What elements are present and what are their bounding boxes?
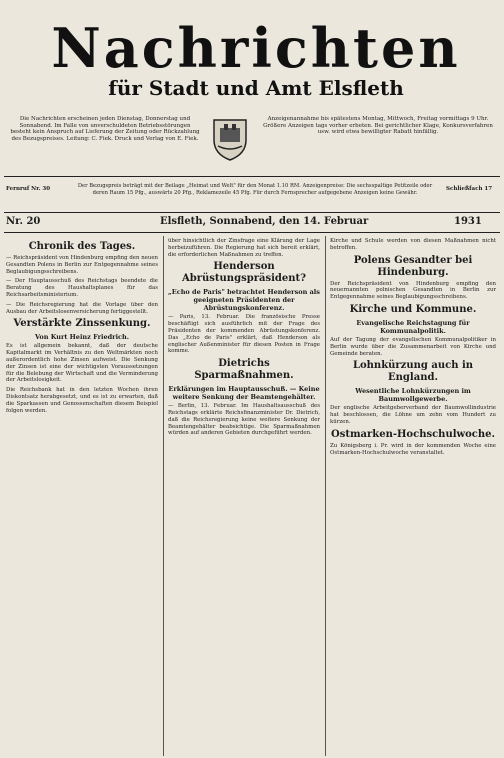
header-rule (4, 176, 500, 177)
article-heading: Polens Gesandter bei Hindenburg. (353, 254, 473, 278)
issue-number: Nr. 20 (6, 216, 41, 227)
header-publication-info: Die Nachrichten erscheinen jeden Dienstag, Donnerstag und Sonnabend. Im Falle von unverschuldeten Betriebsstörungen besteht kein Anspruch auf Lieferung der Zeitung oder Rückzahlung des Bezugspreises. Leitung: C. Fiek. Druck und Verlag von E. Fiek. (10, 116, 200, 142)
masthead (8, 18, 504, 100)
article-heading: Lohnkürzung auch in England. (352, 360, 474, 384)
column-2 (168, 238, 320, 440)
place-date: Elsfleth, Sonnabend, den 14. Februar (160, 216, 369, 227)
issue-year: 1931 (454, 216, 482, 227)
article-text: — Der Hauptausschuß des Reichstags beendete die Beratung des Haushaltsplanes für das Reichsarbeitsministerium. (6, 278, 158, 298)
article-text: Die Reichsbank hat in den letzten Wochen ihren Diskontsatz herabgesetzt, und es ist zu erwarten, daß die Sparkassen und Genossenschaften diesem Beispiel folgen werden. (6, 387, 158, 414)
article-lead: Wesentliche Lohnkürzungen im Baumwollgewerbe. (355, 387, 471, 404)
dateline-rule-top (4, 212, 500, 213)
article-lead: Evangelische Reichstagung für Kommunalpolitik. (356, 318, 470, 335)
article-text: Kirche und Schule werden von diesen Maßnahmen nicht betroffen. (330, 238, 496, 251)
article-text: Es ist allgemein bekannt, daß der deutsche Kapitalmarkt im Verhältnis zu den Weltmärkten noch außerordentlich hohe Zinsen aufweist. Die Senkung der Zinsen ist eine der wichtigsten Voraussetzungen für die Belebung der Wirtschaft und die Verminderung der Arbeitslosigkeit. (6, 343, 158, 384)
article-heading: Dietrichs Sparmaßnahmen. (194, 358, 294, 382)
article-byline: Von Kurt Heinz Friedrich. (34, 333, 130, 342)
masthead-subtitle: für Stadt und Amt Elsfleth (108, 76, 404, 100)
article-text: Der Reichspräsident von Hindenburg empfing den neuernannten polnischen Gesandten in Berlin zur Entgegennahme seines Beglaubigungsschreibens. (330, 280, 496, 301)
dateline-rule-bottom (4, 232, 500, 233)
article-lead: „Echo de Paris" betrachtet Henderson als geeigneten Präsidenten der Abrüstungskonferenz. (168, 288, 320, 313)
column-divider (325, 236, 326, 756)
masthead-title: Nachrichten (51, 16, 461, 80)
column-1 (6, 238, 158, 417)
postfach: Schließfach 17 (446, 186, 493, 192)
article-text: Auf der Tagung der evangelischen Kommunalpolitiker in Berlin wurde über die Zusammenarbeit von Kirche und Gemeinde beraten. (330, 336, 496, 357)
article-heading: Ostmarken-Hochschulwoche. (330, 428, 496, 440)
article-text: — Paris, 13. Februar. Die französische Presse beschäftigt sich ausführlich mit der Frage des Präsidenten der kommenden Abrüstungskonferenz. Das „Echo de Paris" erklärt, daß Henderson als englischer Außenminister für diesen Posten in Frage komme. (168, 314, 320, 355)
article-heading: Verstärkte Zinssenkung. (13, 318, 151, 330)
dateline (0, 216, 504, 232)
article-heading: Kirche und Kommune. (349, 303, 477, 315)
phone-number: Fernruf Nr. 30 (6, 186, 51, 192)
article-lead: Erklärungen im Hauptausschuß. — Keine weitere Senkung der Beamtengehälter. (168, 385, 320, 402)
article-text: — Reichspräsident von Hindenburg empfing den neuen Gesandten Polens in Berlin zur Entgegennahme seines Beglaubigungsschreibens. (6, 255, 158, 275)
article-heading: Henderson Abrüstungspräsident? (182, 261, 306, 285)
header-ad-info: Anzeigenannahme bis spätestens Montag, Mittwoch, Freitag vormittags 9 Uhr. Größere Anzeigen tags vorher erbeten. Bei gerichtlicher Klage, Konkursverfahren usw. wird etwa bewilligter Rabatt hinfällig. (263, 116, 493, 135)
article-text: über hinsichtlich der Zinsfrage eine Klärung der Lage herbeizuführen. Die Regierung hat sich bereit erklärt, die erforderlichen Maßnahmen zu treffen. (168, 238, 320, 258)
column-3 (330, 238, 496, 459)
article-text: Zu Königsberg i. Pr. wird in der kommenden Woche eine Ostmarken-Hochschulwoche veranstaltet. (330, 442, 496, 456)
coat-of-arms-icon (206, 114, 254, 162)
article-text: — Die Reichsregierung hat die Vorlage über den Ausbau der Arbeitslosenversicherung fertiggestellt. (6, 301, 158, 315)
column-divider (163, 236, 164, 756)
article-text: — Berlin, 13. Februar. Im Haushaltsausschuß des Reichstags erklärte Reichsfinanzminister Dr. Dietrich, daß die Reichsregierung keine weitere Senkung der Beamtengehälter beabsichtige. Die Sparmaßnahmen würden auf anderen Gebieten durchgeführt werden. (168, 403, 320, 437)
article-heading: Chronik des Tages. (28, 241, 136, 252)
article-text: Der englische Arbeitgeberverband der Baumwollindustrie hat beschlossen, die Löhne um zehn vom Hundert zu kürzen. (330, 405, 496, 425)
subscription-fee: Der Bezugspreis beträgt mit der Beilage „Heimat und Welt" für den Monat 1.10 RM. Anzeigenpreise: Die sechsspaltige Petitzeile oder deren Raum 15 Pfg., auswärts 20 Pfg., Reklamezeile 45 Pfg. Für durch Fernsprecher aufgegebene Anzeigen keine Gewähr. (77, 183, 433, 196)
